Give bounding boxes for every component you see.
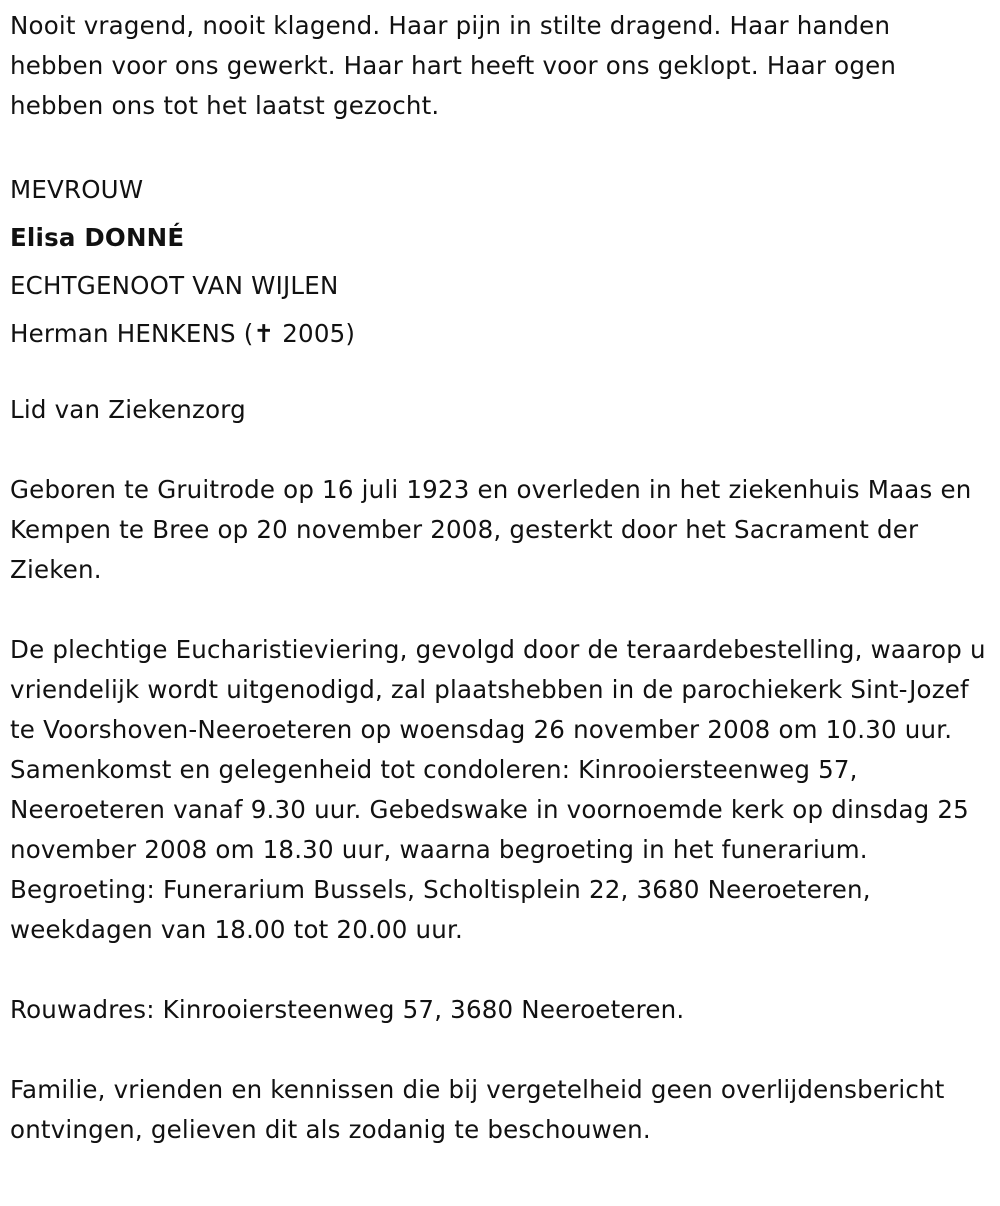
birth-death-paragraph: Geboren te Gruitrode op 16 juli 1923 en overleden in het ziekenhuis Maas en Kempen te Bree op 20 november 2008, gesterkt door het Sacrament der Zieken. (10, 475, 972, 584)
obituary-notice (10, 6, 990, 1150)
spacer (10, 430, 990, 470)
deceased-name: Elisa DONNÉ (10, 223, 185, 252)
title-line: MEVROUW (10, 175, 144, 204)
membership-line: Lid van Ziekenzorg (10, 395, 246, 424)
spouse-line (10, 310, 990, 358)
cross-icon: ✝ (253, 319, 275, 348)
spacer (10, 358, 990, 390)
spacer (10, 950, 990, 990)
spacer (10, 126, 990, 166)
spacer (10, 1030, 990, 1070)
relation-line: ECHTGENOOT VAN WIJLEN (10, 271, 339, 300)
spouse-name: Herman HENKENS ( (10, 319, 254, 348)
spacer (10, 590, 990, 630)
address-line: Rouwadres: Kinrooiersteenweg 57, 3680 Neeroeteren. (10, 995, 685, 1024)
ceremony-paragraph: De plechtige Eucharistieviering, gevolgd door de teraardebestelling, waarop u vriendelijk wordt uitgenodigd, zal plaatshebben in de parochiekerk Sint-Jozef te Voorshoven-Neeroeteren op woensdag 26 november 2008 om 10.30 uur. Samenkomst en gelegenheid tot condoleren: Kinrooiersteenweg 57, Neeroeteren vanaf 9.30 uur. Gebedswake in voornoemde kerk op dinsdag 25 november 2008 om 18.30 uur, waarna begroeting in het funerarium. Begroeting: Funerarium Bussels, Scholtisplein 22, 3680 Neeroeteren, weekdagen van 18.00 tot 20.00 uur. (10, 635, 986, 944)
closing-paragraph: Familie, vrienden en kennissen die bij vergetelheid geen overlijdensbericht ontvingen, gelieven dit als zodanig te beschouwen. (10, 1075, 945, 1144)
spouse-year: 2005) (274, 319, 356, 348)
motto-paragraph: Nooit vragend, nooit klagend. Haar pijn in stilte dragend. Haar handen hebben voor ons gewerkt. Haar hart heeft voor ons geklopt. Haar ogen hebben ons tot het laatst gezocht. (10, 11, 897, 120)
